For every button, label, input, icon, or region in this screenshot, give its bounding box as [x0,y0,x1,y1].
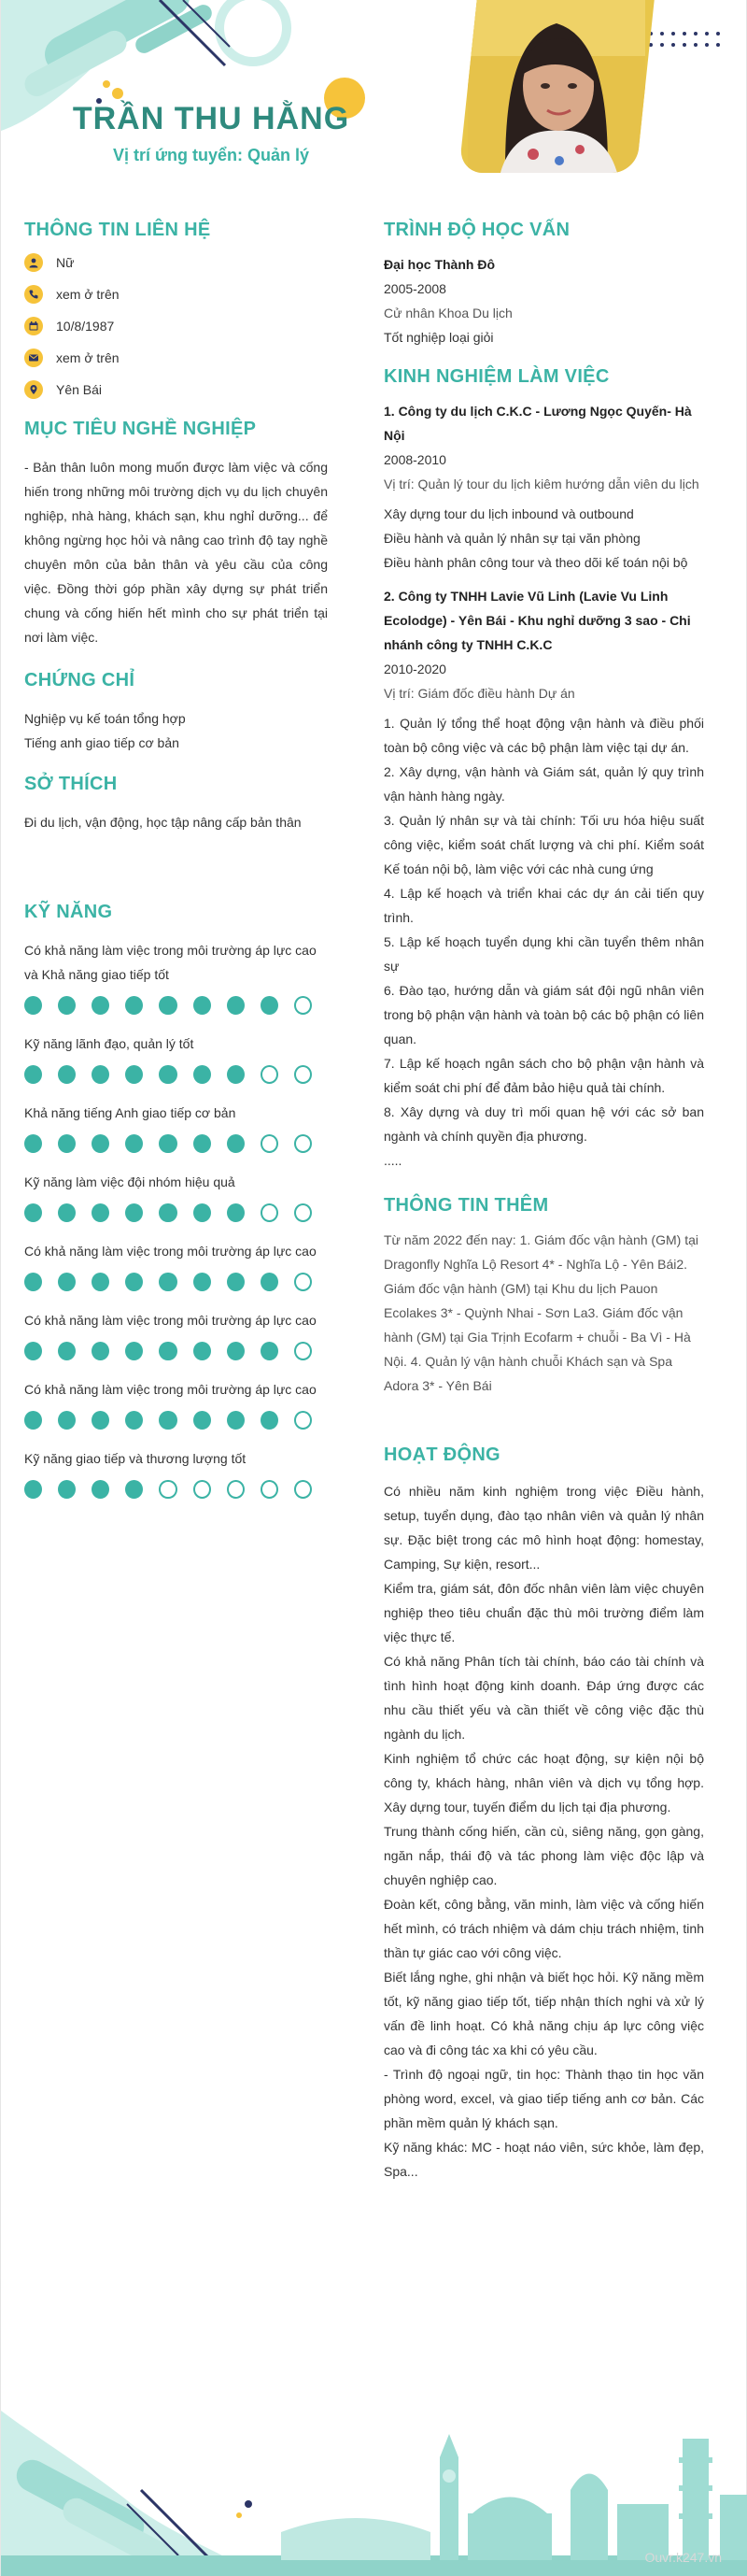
activities-title: HOẠT ĐỘNG [384,1445,500,1465]
skill-rating [24,1332,328,1370]
rating-dot-filled [58,1203,76,1222]
skill-rating [24,1194,328,1231]
rating-dot-filled [159,1203,176,1222]
rating-dot-filled [261,1342,278,1360]
left-column [24,220,328,1516]
contact-birthday [24,310,328,342]
rating-dot-filled [92,1134,109,1153]
skill-item [24,1239,328,1308]
education-result: Tốt nghiệp loại giỏi [384,330,494,345]
rating-dot-filled [261,1273,278,1291]
rating-dot-empty [261,1065,278,1084]
rating-dot-empty [261,1134,278,1153]
job-duty: 6. Đào tạo, hướng dẫn và giám sát đội ngũ nhân viên trong bộ phận vận hành và toàn bộ các bộ phận có liên quan. [384,983,704,1046]
rating-dot-filled [193,996,211,1015]
rating-dot-empty [261,1480,278,1499]
skill-name: Kỹ năng giao tiếp và thương lượng tốt [24,1451,247,1466]
rating-dot-empty [294,1411,312,1430]
rating-dot-filled [58,1065,76,1084]
rating-dot-empty [294,1480,312,1499]
education-school: Đại học Thành Đô [384,257,495,272]
rating-dot-empty [294,1065,312,1084]
contact-birthday-text: 10/8/1987 [56,319,115,334]
rating-dot-filled [92,1273,109,1291]
rating-dot-filled [261,1411,278,1430]
rating-dot-empty [294,1342,312,1360]
rating-dot-filled [227,1273,245,1291]
job-period: 2010-2020 [384,662,446,676]
skill-rating [24,987,328,1024]
activity-paragraph: Có nhiều năm kinh nghiệm trong việc Điều hành, setup, tuyển dụng, đào tạo nhân viên và quản lý nhân sự. Đặc biệt trong các mô hình hoạt động: homestay, Camping, Sự kiện, resort... [384,1484,704,1572]
rating-dot-filled [92,1065,109,1084]
job-company: 2. Công ty TNHH Lavie Vũ Linh (Lavie Vu Linh Ecolodge) - Yên Bái - Khu nghỉ dưỡng 3 sao - Chi nhánh công ty TNHH C.K.C [384,589,691,652]
job-duty: 3. Quản lý nhân sự và tài chính: Tối ưu hóa hiệu suất công việc, kiểm soát chất lượng và chi phí. Kiểm soát Kế toán nội bộ, làm việc với các nhà cung ứng [384,813,704,876]
rating-dot-filled [92,1203,109,1222]
rating-dot-filled [125,1203,143,1222]
rating-dot-filled [125,1273,143,1291]
activity-paragraph: Biết lắng nghe, ghi nhận và biết học hỏi. Kỹ năng mềm tốt, kỹ năng giao tiếp tốt, tiếp nhận thích nghi và xử lý vấn đề linh hoạt. Có khả năng chịu áp lực công việc cao và đi công tác xa khi có yêu cầu. [384,1970,704,2057]
rating-dot-filled [193,1203,211,1222]
person-icon [24,253,43,272]
rating-dot-filled [92,1480,109,1499]
skills-title: KỸ NĂNG [24,902,113,922]
rating-dot-filled [193,1411,211,1430]
skill-item [24,1308,328,1377]
additional-title: THÔNG TIN THÊM [384,1195,549,1216]
skill-name: Kỹ năng lãnh đạo, quản lý tốt [24,1036,194,1051]
skill-rating [24,1402,328,1439]
contact-address [24,374,328,406]
activity-paragraph: - Trình độ ngoại ngữ, tin học: Thành thạo tin học văn phòng word, excel, và giao tiếp tiếng anh cơ bản. Các phần mềm quản lý khách sạn. [384,2067,704,2130]
hobbies-title: SỞ THÍCH [24,774,118,794]
footer-decoration [1,2401,747,2576]
job-duty: 1. Quản lý tổng thể hoạt động vận hành và điều phối toàn bộ công việc và các bộ phận làm việc tại dự án. [384,716,704,755]
contact-gender-text: Nữ [56,255,75,270]
rating-dot-filled [159,1411,176,1430]
contact-address-text: Yên Bái [56,382,103,397]
rating-dot-filled [159,1342,176,1360]
job-duty: 4. Lập kế hoạch và triển khai các dự án cải tiến quy trình. [384,886,704,925]
skill-name: Có khả năng làm việc trong môi trường áp lực cao và Khả năng giao tiếp tốt [24,943,317,982]
skill-item [24,1101,328,1170]
activity-paragraph: Có khả năng Phân tích tài chính, báo cáo tài chính và tình hình hoạt động kinh doanh. Đáp ứng được các nhu cầu thiết yếu và cần thiết về công việc đặc thù ngành du lịch. [384,1654,704,1742]
rating-dot-filled [193,1065,211,1084]
rating-dot-filled [24,1411,42,1430]
job-duty: Điều hành và quản lý nhân sự tại văn phòng [384,531,641,546]
rating-dot-filled [193,1273,211,1291]
dot-grid-decoration [645,28,729,56]
rating-dot-filled [58,1134,76,1153]
rating-dot-filled [193,1342,211,1360]
rating-dot-filled [227,996,245,1015]
job-period: 2008-2010 [384,452,446,467]
rating-dot-filled [24,996,42,1015]
skill-item [24,938,328,1032]
rating-dot-empty [294,1273,312,1291]
activity-paragraph: Trung thành cống hiến, cần cù, siêng năng, gọn gàng, ngăn nắp, thái độ và tác phong làm việc độc lập và chuyên nghiệp cao. [384,1824,704,1887]
rating-dot-filled [24,1134,42,1153]
rating-dot-filled [125,1065,143,1084]
job-duty: 8. Xây dựng và duy trì mối quan hệ với các sở ban ngành và chính quyền địa phương. [384,1104,704,1144]
rating-dot-filled [125,1480,143,1499]
contact-gender [24,247,328,278]
right-column [384,220,704,2184]
phone-icon [24,285,43,304]
rating-dot-filled [227,1342,245,1360]
rating-dot-filled [125,1134,143,1153]
skills-list [24,938,328,1516]
job-role: Vị trí: Giám đốc điều hành Dự án [384,686,575,701]
activity-paragraph: Đoàn kết, công bằng, văn minh, làm việc và cống hiến hết mình, có trách nhiệm và dám chịu trách nhiệm, tinh thần tự giác cao với công việc. [384,1897,704,1960]
skill-item [24,1170,328,1239]
skill-item [24,1032,328,1101]
rating-dot-filled [159,1134,176,1153]
additional-text: Từ năm 2022 đến nay: 1. Giám đốc vận hành (GM) tại Dragonfly Nghĩa Lộ Resort 4* - Nghĩa Lộ - Yên Bái2. Giám đốc vận hành (GM) tại Khu du lịch Pauon Ecolakes 3* - Quỳnh Nhai - Sơn La3. Giám đốc vận hành (GM) tại Gia Trịnh Ecofarm + chuỗi - Ba Vì - Hà Nội. 4. Quản lý vận hành chuỗi Khách sạn và Spa Adora 3* - Yên Bái [384,1232,698,1393]
rating-dot-empty [193,1480,211,1499]
rating-dot-filled [24,1065,42,1084]
job-duty: Điều hành phân công tour và theo dõi kế toán nội bộ [384,555,688,570]
applied-position: Vị trí ứng tuyển: Quản lý [112,146,310,164]
calendar-icon [24,317,43,335]
rating-dot-filled [159,1065,176,1084]
rating-dot-filled [92,1342,109,1360]
rating-dot-filled [24,1342,42,1360]
rating-dot-empty [261,1203,278,1222]
education-title: TRÌNH ĐỘ HỌC VẤN [384,220,571,240]
rating-dot-filled [159,996,176,1015]
location-icon [24,380,43,399]
rating-dot-empty [227,1480,245,1499]
education-major: Cử nhân Khoa Du lịch [384,306,513,320]
activity-paragraph: Kỹ năng khác: MC - hoạt náo viên, sức khỏe, làm đẹp, Spa... [384,2140,704,2179]
job-entry-1 [384,399,704,575]
contact-email [24,342,328,374]
rating-dot-filled [58,1342,76,1360]
skill-rating [24,1471,328,1508]
contact-email-text: xem ở trên [56,350,120,365]
job-duty: ..... [384,1153,402,1168]
contact-phone-text: xem ở trên [56,287,120,302]
job-duty: 5. Lập kế hoạch tuyển dụng khi cần tuyển thêm nhân sự [384,934,704,974]
rating-dot-filled [58,1411,76,1430]
education-period: 2005-2008 [384,281,446,296]
rating-dot-empty [294,1203,312,1222]
rating-dot-filled [125,1342,143,1360]
skill-rating [24,1263,328,1301]
skill-rating [24,1056,328,1093]
skill-name: Có khả năng làm việc trong môi trường áp lực cao [24,1382,317,1397]
rating-dot-filled [92,1411,109,1430]
rating-dot-filled [227,1203,245,1222]
certificate-item: Tiếng anh giao tiếp cơ bản [24,735,179,750]
activity-paragraph: Kinh nghiệm tổ chức các hoạt động, sự kiện nội bộ công ty, khách hàng, nhân viên và dịch vụ tổng hợp. Xây dựng tour, tuyến điểm du lịch tại địa phương. [384,1751,704,1815]
activity-paragraph: Kiểm tra, giám sát, đôn đốc nhân viên làm việc chuyên nghiệp theo tiêu chuẩn đặc thù môi trường điểm làm việc thực tế. [384,1581,704,1644]
rating-dot-filled [125,996,143,1015]
rating-dot-filled [193,1134,211,1153]
objective-text: - Bản thân luôn mong muốn được làm việc và cống hiến trong những môi trường dịch vụ du lịch chuyên nghiệp, nhà hàng, khách sạn, khu nghỉ dưỡng... để không ngừng học hỏi và nâng cao trình độ tay nghề chuyên môn của bản thân và yêu cầu của công việc. Đồng thời góp phần xây dựng sự phát triển chung và cống hiến hết mình cho sự phát triển tại nơi làm việc. [24,460,328,645]
job-company: 1. Công ty du lịch C.K.C - Lương Ngọc Quyến- Hà Nội [384,404,692,443]
rating-dot-empty [294,1134,312,1153]
skill-item [24,1377,328,1446]
experience-title: KINH NGHIỆM LÀM VIỆC [384,366,610,387]
rating-dot-empty [294,996,312,1015]
rating-dot-filled [24,1203,42,1222]
email-icon [24,349,43,367]
skill-rating [24,1125,328,1162]
skill-item [24,1446,328,1516]
rating-dot-filled [125,1411,143,1430]
rating-dot-filled [24,1480,42,1499]
rating-dot-empty [159,1480,176,1499]
job-duty: 7. Lập kế hoạch ngân sách cho bộ phận vận hành và kiểm soát chi phí để đảm bảo hiệu quả tài chính. [384,1056,704,1095]
profile-photo [458,0,654,173]
footer-shapes [1,2401,747,2576]
rating-dot-filled [227,1065,245,1084]
candidate-name: TRẦN THU HẰNG [72,101,350,136]
certificate-item: Nghiệp vụ kế toán tổng hợp [24,711,186,726]
rating-dot-filled [58,1480,76,1499]
rating-dot-filled [92,996,109,1015]
skill-name: Có khả năng làm việc trong môi trường áp lực cao [24,1313,317,1328]
rating-dot-filled [227,1411,245,1430]
contact-phone [24,278,328,310]
rating-dot-filled [58,996,76,1015]
rating-dot-filled [227,1134,245,1153]
rating-dot-filled [159,1273,176,1291]
certificates-title: CHỨNG CHỈ [24,670,135,690]
job-role: Vị trí: Quản lý tour du lịch kiêm hướng dẫn viên du lịch [384,477,699,491]
skill-name: Khả năng tiếng Anh giao tiếp cơ bản [24,1105,236,1120]
watermark: Ouvr.k247.vn [644,2550,722,2565]
job-duty: Xây dựng tour du lịch inbound và outbound [384,506,634,521]
job-duty: 2. Xây dựng, vận hành và Giám sát, quản lý quy trình vận hành hàng ngày. [384,764,704,804]
skill-name: Có khả năng làm việc trong môi trường áp lực cao [24,1244,317,1259]
rating-dot-filled [261,996,278,1015]
objective-title: MỤC TIÊU NGHỀ NGHIỆP [24,419,257,439]
hobbies-text: Đi du lịch, vận động, học tập nâng cấp bản thân [24,815,302,830]
skill-name: Kỹ năng làm việc đội nhóm hiệu quả [24,1174,235,1189]
rating-dot-filled [58,1273,76,1291]
contact-title: THÔNG TIN LIÊN HỆ [24,220,211,240]
rating-dot-filled [24,1273,42,1291]
job-entry-2 [384,584,704,1173]
